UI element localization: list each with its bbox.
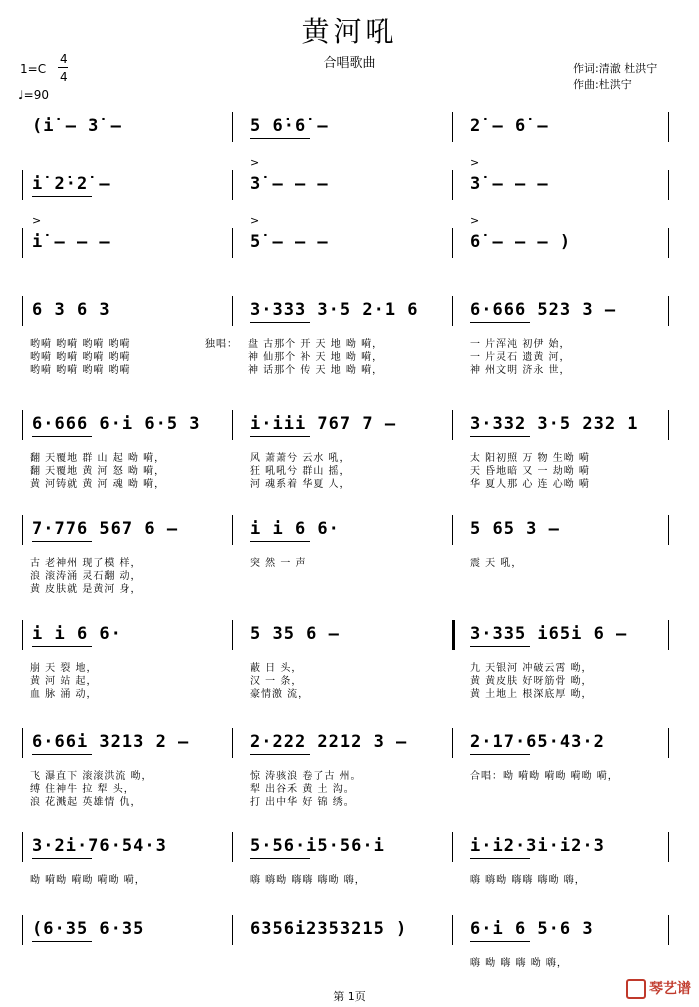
lyric-line: 惊 涛骇浪 卷了古 州。 xyxy=(250,771,362,782)
measure-notes: 6356i2353215 ) xyxy=(250,919,408,939)
bar-line xyxy=(452,515,453,545)
bar-line xyxy=(452,228,453,258)
lyricist-credit: 作词:清澈 杜洪宁 xyxy=(573,62,658,75)
lyric-line: 河 魂系着 华夏 人， xyxy=(250,479,351,490)
song-subtitle: 合唱歌曲 xyxy=(323,56,376,71)
lyrics-column xyxy=(470,874,586,887)
bar-line xyxy=(668,620,669,650)
bar-line xyxy=(22,728,23,758)
measure-notes: 2·17·65·43·2 xyxy=(470,732,605,752)
measure-notes: 6̇ – – – ) xyxy=(470,232,572,252)
bar-line xyxy=(232,515,233,545)
bar-line xyxy=(232,728,233,758)
lyric-line: 神 仙那个 补 天 地 呦 嗬， xyxy=(248,352,384,363)
bar-line xyxy=(232,170,233,200)
bar-line xyxy=(22,228,23,258)
bar-line xyxy=(452,112,453,142)
lyric-line: 黄 河铸就 黄 河 魂 呦 嗬， xyxy=(30,479,166,490)
lyric-line: 崩 天 裂 地， xyxy=(30,663,98,674)
lyric-line: 浪 滚涛涌 灵石翻 动， xyxy=(30,571,142,582)
bar-line xyxy=(668,832,669,862)
lyric-line: 汉 一 条， xyxy=(250,676,303,687)
page-number: 第 1页 xyxy=(333,990,366,1003)
accent-mark: > xyxy=(470,156,480,169)
lyric-line: 太 阳初照 万 物 生呦 嗬 xyxy=(470,453,590,464)
measure-notes: (6·35 6·35 xyxy=(32,919,145,939)
measure-notes: 5 65 3 – xyxy=(470,519,560,539)
lyric-line: 嗨 呦 嗨 嗨 呦 嗨， xyxy=(470,958,568,969)
measure-notes: 6·666 6·i 6·5 3 xyxy=(32,414,201,434)
measure-notes: i·iii 767 7 – xyxy=(250,414,397,434)
beam-underline xyxy=(32,541,92,542)
bar-line xyxy=(452,170,453,200)
beam-underline xyxy=(250,858,310,859)
measure-notes: 6 3 6 3 xyxy=(32,300,111,320)
composer-credit: 作曲:杜洪宁 xyxy=(573,78,632,91)
lyric-line: 哟嗬 哟嗬 哟嗬 哟嗬 xyxy=(30,339,131,350)
bar-line xyxy=(668,915,669,945)
lyrics-column xyxy=(205,338,238,351)
beam-underline xyxy=(32,196,92,197)
bar-line xyxy=(232,228,233,258)
measure-notes: 2̇ – 6̇ – xyxy=(470,116,549,136)
lyrics-column xyxy=(470,338,571,377)
bar-line xyxy=(668,410,669,440)
bar-line xyxy=(452,410,453,440)
lyric-line: 飞 瀑直下 滚滚洪流 呦， xyxy=(30,771,153,782)
beam-underline xyxy=(470,322,530,323)
logo-icon xyxy=(626,979,646,999)
accent-mark: > xyxy=(250,214,260,227)
beam-underline xyxy=(470,941,530,942)
measure-notes: 6·66i 3213 2 – xyxy=(32,732,190,752)
time-signature-top: 4 xyxy=(60,52,68,66)
lyrics-column xyxy=(30,557,142,596)
lyric-line: 缚 住神牛 拉 犁 头， xyxy=(30,784,135,795)
lyric-line: 震 天 吼， xyxy=(470,558,523,569)
measure-notes: 5̇ – – – xyxy=(250,232,329,252)
watermark-logo xyxy=(626,978,691,999)
lyric-line: 神 话那个 传 天 地 呦 嗬， xyxy=(248,365,384,376)
beam-underline xyxy=(250,322,310,323)
measure-notes: 3·333 3·5 2·1 6 xyxy=(250,300,419,320)
lyric-line: 蔽 日 头， xyxy=(250,663,303,674)
measure-notes: 5·56·i5·56·i xyxy=(250,836,385,856)
measure-notes: 7·776 567 6 – xyxy=(32,519,179,539)
lyric-line: 打 出中华 好 锦 绣。 xyxy=(250,797,355,808)
lyric-line: 嗨 嗨呦 嗨嗨 嗨呦 嗨， xyxy=(470,875,586,886)
bar-line xyxy=(232,915,233,945)
measure-notes: 3·332 3·5 232 1 xyxy=(470,414,639,434)
time-signature-bottom: 4 xyxy=(60,70,68,84)
lyric-line: 黄 河 站 起， xyxy=(30,676,98,687)
measure-notes: i·i2·3i·i2·3 xyxy=(470,836,605,856)
lyric-line: 哟嗬 哟嗬 哟嗬 哟嗬 xyxy=(30,352,131,363)
lyrics-column xyxy=(470,557,522,570)
bar-line xyxy=(22,915,23,945)
tempo-marking: ♩=90 xyxy=(18,88,49,102)
lyric-line: 犁 出谷禾 黄 土 沟。 xyxy=(250,784,355,795)
lyric-line: 风 萧萧兮 云水 吼， xyxy=(250,453,351,464)
lyric-line: 黄 黄皮肤 好呀筋骨 呦， xyxy=(470,676,593,687)
bar-line xyxy=(668,728,669,758)
lyrics-column xyxy=(470,662,593,701)
lyric-line: 华 夏人那 心 连 心呦 嗬 xyxy=(470,479,590,490)
measure-notes: 5 35 6 – xyxy=(250,624,340,644)
lyric-line: 翻 天覆地 群 山 起 呦 嗬， xyxy=(30,453,166,464)
lyric-line: 血 脉 涌 动， xyxy=(30,689,98,700)
beam-underline xyxy=(32,646,92,647)
bar-line xyxy=(22,620,23,650)
beam-underline xyxy=(470,858,530,859)
lyrics-column xyxy=(250,557,307,570)
beam-underline xyxy=(32,941,92,942)
bar-line xyxy=(668,170,669,200)
bar-line xyxy=(452,832,453,862)
lyrics-column xyxy=(250,662,309,701)
measure-notes: 5 6̇·6̇ – xyxy=(250,116,329,136)
lyric-line: 黄 土地上 根深底厚 呦， xyxy=(470,689,593,700)
bar-line xyxy=(668,228,669,258)
beam-underline xyxy=(250,138,310,139)
lyric-line: 呦 嗬呦 嗬呦 嗬呦 嗬， xyxy=(30,875,146,886)
lyric-line: 黄 皮肤就 是黄河 身， xyxy=(30,584,142,595)
measure-notes: 6·i 6 5·6 3 xyxy=(470,919,594,939)
measure-notes: 3̇ – – – xyxy=(470,174,549,194)
lyric-line: 古 老神州 现了模 样， xyxy=(30,558,142,569)
accent-mark: > xyxy=(250,156,260,169)
measure-notes: 3·335 i65i 6 – xyxy=(470,624,628,644)
lyric-line: 狂 吼吼兮 群山 摇， xyxy=(250,466,351,477)
lyric-line: 豪情激 流， xyxy=(250,689,310,700)
lyrics-column xyxy=(30,662,98,701)
bar-line xyxy=(668,296,669,326)
lyrics-column xyxy=(470,770,619,783)
beam-underline xyxy=(32,858,92,859)
beam-underline xyxy=(250,541,310,542)
lyric-line: 合唱：呦 嗬呦 嗬呦 嗬呦 嗬， xyxy=(470,771,619,782)
lyrics-column xyxy=(30,770,153,809)
bar-line xyxy=(452,728,453,758)
bar-line xyxy=(452,620,455,650)
measure-notes: 6·666 523 3 – xyxy=(470,300,617,320)
lyrics-column xyxy=(250,874,366,887)
accent-mark: > xyxy=(32,214,42,227)
lyric-line: 天 昏地暗 又 一 劫呦 嗬 xyxy=(470,466,590,477)
beam-underline xyxy=(470,754,530,755)
bar-line xyxy=(232,296,233,326)
song-title: 黄河吼 xyxy=(301,15,398,48)
lyrics-column xyxy=(30,874,146,887)
time-signature-line xyxy=(58,67,68,68)
watermark-text: 琴艺谱 xyxy=(649,981,691,997)
measure-notes: i i 6 6· xyxy=(32,624,122,644)
bar-line xyxy=(668,112,669,142)
bar-line xyxy=(232,112,233,142)
bar-line xyxy=(452,296,453,326)
measure-notes: i i 6 6· xyxy=(250,519,340,539)
lyrics-column xyxy=(30,452,165,491)
beam-underline xyxy=(32,436,92,437)
bar-line xyxy=(22,170,23,200)
bar-line xyxy=(668,515,669,545)
lyrics-column xyxy=(470,957,568,970)
lyric-line: 神 州文明 济永 世， xyxy=(470,365,571,376)
lyric-line: 翻 天覆地 黄 河 怒 呦 嗬， xyxy=(30,466,166,477)
measure-notes: 3·2i·76·54·3 xyxy=(32,836,167,856)
bar-line xyxy=(22,515,23,545)
lyrics-column xyxy=(30,338,131,377)
beam-underline xyxy=(250,754,310,755)
bar-line xyxy=(232,620,233,650)
accent-mark: > xyxy=(470,214,480,227)
measure-notes: (i̇ – 3̇ – xyxy=(32,116,122,136)
lyrics-column xyxy=(248,338,383,377)
measure-notes: 2·222 2212 3 – xyxy=(250,732,408,752)
lyric-line: 盘 古那个 开 天 地 呦 嗬， xyxy=(248,339,384,350)
lyrics-column xyxy=(250,770,362,809)
measure-notes: i̇ 2̇·2̇ – xyxy=(32,174,111,194)
bar-line xyxy=(232,832,233,862)
key-signature: 1=C xyxy=(20,62,47,76)
lyric-line: 嗨 嗨呦 嗨嗨 嗨呦 嗨， xyxy=(250,875,366,886)
bar-line xyxy=(22,832,23,862)
beam-underline xyxy=(32,754,92,755)
lyrics-column xyxy=(250,452,351,491)
measure-notes: i̇ – – – xyxy=(32,232,111,252)
bar-line xyxy=(22,410,23,440)
lyric-line: 哟嗬 哟嗬 哟嗬 哟嗬 xyxy=(30,365,131,376)
lyric-line: 浪 花溅起 英雄情 仇， xyxy=(30,797,142,808)
lyric-line: 独唱： xyxy=(205,339,238,350)
beam-underline xyxy=(250,436,310,437)
bar-line xyxy=(22,296,23,326)
beam-underline xyxy=(470,436,530,437)
bar-line xyxy=(232,410,233,440)
lyric-line: 一 片浑沌 初伊 始， xyxy=(470,339,571,350)
lyrics-column xyxy=(470,452,590,491)
measure-notes: 3̇ – – – xyxy=(250,174,329,194)
lyric-line: 一 片灵石 遗黄 河， xyxy=(470,352,571,363)
bar-line xyxy=(452,915,453,945)
lyric-line: 突 然 一 声 xyxy=(250,558,307,569)
lyric-line: 九 天银河 冲破云霄 呦， xyxy=(470,663,593,674)
beam-underline xyxy=(470,646,530,647)
